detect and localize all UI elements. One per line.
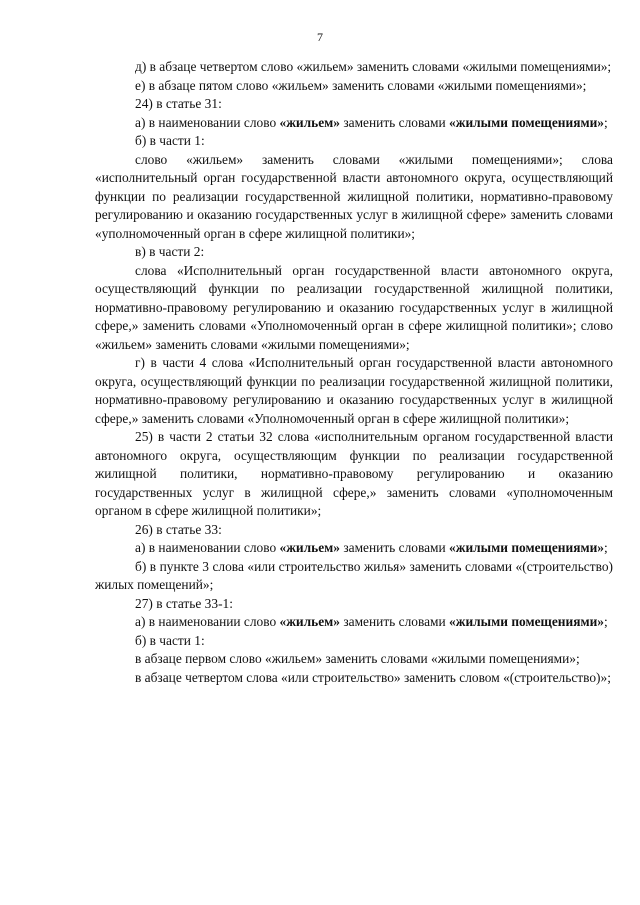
text-run: заменить словами	[340, 614, 450, 629]
bold-text-run: «жилыми помещениями»	[449, 540, 604, 555]
text-run: 27) в статье 33-1:	[135, 595, 233, 611]
paragraph	[95, 613, 613, 632]
text-run: б) в пункте 3 слова «или строительство жилья» заменить словами «(строительство) жилых помещений»;	[95, 558, 613, 592]
text-run: 24) в статье 31:	[135, 96, 222, 111]
page-number: 7	[317, 30, 323, 44]
paragraph	[95, 262, 613, 355]
text-run: заменить словами	[340, 114, 450, 130]
paragraph	[95, 558, 613, 595]
paragraph	[95, 539, 613, 558]
paragraph	[95, 669, 613, 688]
paragraph	[95, 77, 613, 96]
text-run: а) в наименовании слово	[135, 540, 280, 555]
paragraph	[95, 58, 613, 77]
text-run: 25) в части 2 статьи 32 слова «исполнительным органом государственной власти автономного округа, осуществляющим функции по реализации государственной жилищной политики, нормативно-правовому регулированию и оказанию государственных услуг в жилищной сфере,» заменить словами «уполномоченным органом в сфере жилищной политики»;	[95, 429, 613, 518]
bold-text-run: «жилыми помещениями»	[449, 114, 604, 130]
paragraph	[95, 632, 613, 651]
text-run: ;	[604, 614, 608, 629]
text-run: слова «Исполнительный орган государственной власти автономного округа, осуществляющий функции по реализации государственной жилищной политики, нормативно-правовому регулированию и оказанию государственных услуг в жилищной сфере,» заменить словами «Уполномоченный орган в сфере жилищной политики»; слово «жильем» заменить словами «жилыми помещениями»;	[95, 262, 613, 352]
paragraph	[95, 521, 613, 540]
paragraph	[95, 95, 613, 114]
paragraph	[95, 243, 613, 262]
paragraph	[95, 595, 613, 614]
text-run: в абзаце первом слово «жильем» заменить словами «жилыми помещениями»;	[135, 651, 580, 666]
paragraph	[95, 114, 613, 133]
text-run: б) в части 1:	[135, 133, 205, 148]
text-run: ;	[604, 114, 608, 130]
text-run: ;	[604, 540, 608, 555]
text-run: а) в наименовании слово	[135, 614, 280, 629]
text-run: заменить словами	[340, 540, 450, 555]
text-run: е) в абзаце пятом слово «жильем» заменить словами «жилыми помещениями»;	[135, 77, 587, 93]
paragraph	[95, 428, 613, 521]
text-run: в абзаце четвертом слова «или строительство» заменить словом «(строительство)»;	[135, 669, 611, 685]
bold-text-run: «жилыми помещениями»	[449, 614, 604, 629]
bold-text-run: «жильем»	[279, 114, 340, 130]
paragraph	[95, 151, 613, 244]
text-run: в) в части 2:	[135, 244, 205, 259]
text-run: б) в части 1:	[135, 632, 205, 648]
text-run: д) в абзаце четвертом слово «жильем» заменить словами «жилыми помещениями»;	[135, 59, 612, 74]
bold-text-run: «жильем»	[279, 614, 340, 629]
paragraph	[95, 132, 613, 151]
text-run: а) в наименовании слово	[135, 114, 280, 130]
document-body	[95, 58, 613, 687]
paragraph	[95, 650, 613, 669]
bold-text-run: «жильем»	[279, 540, 340, 555]
paragraph	[95, 354, 613, 428]
text-run: г) в части 4 слова «Исполнительный орган государственной власти автономного округа, осуществляющий функции по реализации государственной жилищной политики, нормативно-правовому регулированию и оказанию государственных услуг в жилищной сфере,» заменить словами «Уполномоченный орган в сфере жилищной политики»;	[95, 355, 613, 426]
text-run: слово «жильем» заменить словами «жилыми помещениями»; слова «исполнительный орган государственной власти автономного округа, осуществляющий функции по реализации государственной жилищной политики, нормативно-правовому регулированию и оказанию государственных услуг в жилищной сфере» заменить словами «уполномоченный орган в сфере жилищной политики»;	[95, 151, 613, 241]
text-run: 26) в статье 33:	[135, 521, 222, 537]
